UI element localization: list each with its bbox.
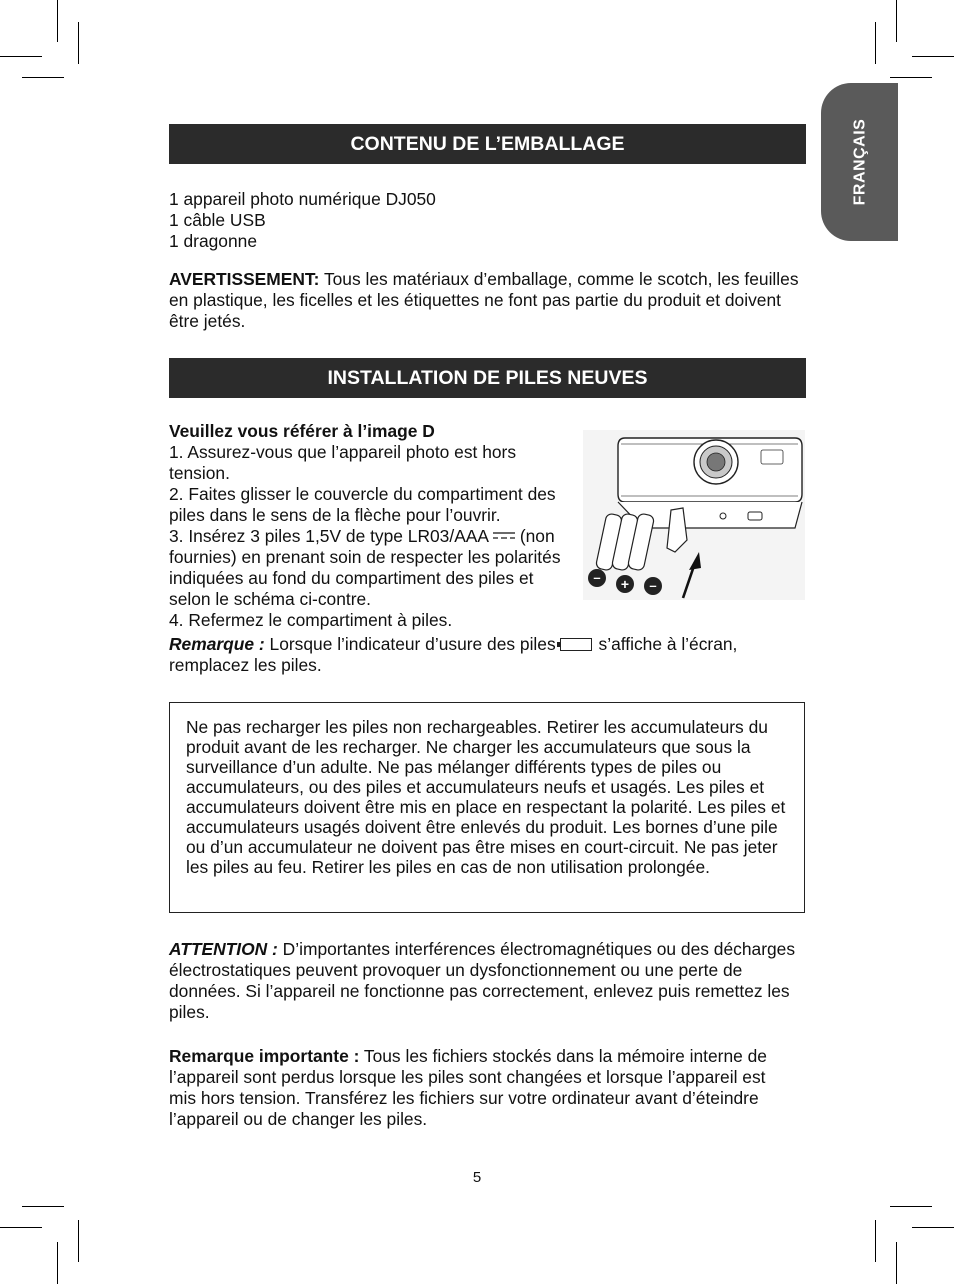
battery-safety-text: Ne pas recharger les piles non rechargeables. Retirer les accumulateurs du produit avant de les recharger. Ne charger les accumulateurs que sous la surveillance d’un adulte. Ne pas mélanger différents types de piles ou accumulateurs, ou des piles et accumulateurs neufs et usagés. Les piles et accumulateurs doivent être mis en place en respectant la polarité. Les piles et accumulateurs usagés doivent être enlevés du produit. Les bornes d’une pile ou d’un accumulateur ne doivent pas être mises en court-circuit. Ne pas jeter les piles au feu. Retirer les piles en cas de non utilisation prolongée. <box>186 717 786 877</box>
polarity-minus: – <box>649 578 657 593</box>
crop-mark <box>896 0 897 42</box>
note-label: Remarque : <box>169 634 265 654</box>
instruction-step-4: 4. Refermez le compartiment à piles. <box>169 610 453 630</box>
battery-instructions <box>169 421 579 631</box>
crop-mark <box>22 1206 64 1207</box>
crop-mark <box>57 0 58 42</box>
important-note-text: Tous les fichiers stockés dans la mémoire interne de l’appareil sont perdus lorsque les piles sont changées et lorsque l’appareil est mis hors tension. Transférez les fichiers sur votre ordinateur avant d’éteindre l’appareil ou de changer les piles. <box>169 1046 767 1129</box>
instruction-step-2: 2. Faites glisser le couvercle du compartiment des piles dans le sens de la flèche pour l’ouvrir. <box>169 484 556 525</box>
list-item: 1 câble USB <box>169 210 266 230</box>
battery-low-icon <box>560 638 592 651</box>
attention-text: D’importantes interférences électromagnétiques ou des décharges électrostatiques peuvent provoquer un dysfonctionnement ou une perte de données. Si l’appareil ne fonctionne pas correctement, enlevez puis remettez les piles. <box>169 939 796 1022</box>
important-note-label: Remarque importante : <box>169 1046 360 1066</box>
contents-list <box>169 189 809 252</box>
crop-mark <box>912 1227 954 1228</box>
important-note <box>169 1046 793 1130</box>
section-title-contents-text: CONTENU DE L’EMBALLAGE <box>350 132 625 155</box>
camera-battery-illustration <box>583 430 805 600</box>
crop-mark <box>0 1227 42 1228</box>
crop-mark <box>22 77 64 78</box>
warning-text: Tous les matériaux d’emballage, comme le scotch, les feuilles en plastique, les ficelles et les étiquettes ne font pas partie du produit et doivent être jetés. <box>169 269 799 331</box>
packaging-warning <box>169 269 809 332</box>
instruction-intro: Veuillez vous référer à l’image D <box>169 421 435 441</box>
attention-paragraph <box>169 939 809 1023</box>
crop-mark <box>78 22 79 64</box>
dc-symbol-icon <box>493 532 515 540</box>
polarity-minus: – <box>593 570 601 585</box>
list-item: 1 dragonne <box>169 231 257 251</box>
crop-mark <box>896 1242 897 1284</box>
battery-safety-box <box>169 702 805 913</box>
section-title-batteries <box>169 358 806 398</box>
battery-note <box>169 634 809 676</box>
instruction-step-3 <box>169 526 579 610</box>
instruction-step-1: 1. Assurez-vous que l’appareil photo est hors tension. <box>169 442 517 483</box>
crop-mark <box>912 56 954 57</box>
section-title-contents <box>169 124 806 164</box>
crop-mark <box>78 1220 79 1262</box>
instruction-step-3-text: 3. Insérez 3 piles 1,5V de type LR03/AAA <box>169 526 489 546</box>
crop-mark <box>890 1206 932 1207</box>
instruction-step-3-text-cont: (non fournies) en prenant soin de respecter les polarités indiquées au fond du compartiment des piles et selon le schéma ci-contre. <box>169 526 561 609</box>
crop-mark <box>875 22 876 64</box>
crop-mark <box>875 1220 876 1262</box>
list-item: 1 appareil photo numérique DJ050 <box>169 189 436 209</box>
crop-mark <box>0 56 42 57</box>
warning-label: AVERTISSEMENT: <box>169 269 320 289</box>
attention-label: ATTENTION : <box>169 939 278 959</box>
page-number: 5 <box>472 1169 482 1186</box>
note-text: Lorsque l’indicateur d’usure des piles <box>264 634 556 654</box>
polarity-plus: + <box>620 576 630 592</box>
language-tab <box>821 83 898 241</box>
language-tab-label: FRANÇAIS <box>851 118 868 206</box>
section-title-batteries-text: INSTALLATION DE PILES NEUVES <box>327 366 648 389</box>
note-text-end: s’affiche à l’écran, remplacez les piles. <box>169 634 738 675</box>
crop-mark <box>57 1242 58 1284</box>
crop-mark <box>890 77 932 78</box>
